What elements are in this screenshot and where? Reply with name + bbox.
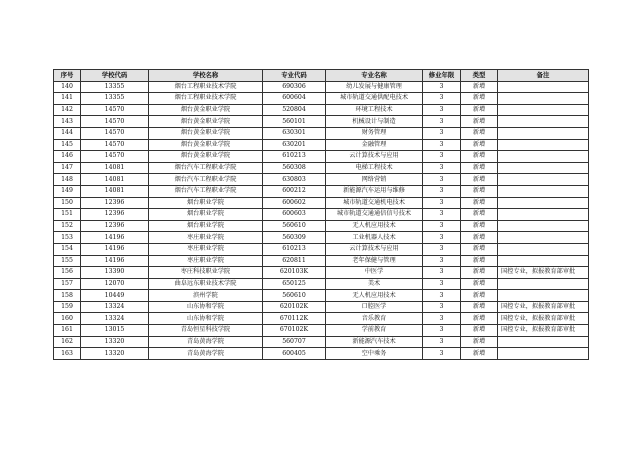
cell-duration: 3 <box>423 81 461 93</box>
table-row <box>54 209 589 221</box>
header-remarks: 备注 <box>498 70 589 82</box>
cell-index: 144 <box>54 127 81 139</box>
cell-major-name: 新能源汽车技术 <box>326 336 423 348</box>
cell-index: 149 <box>54 185 81 197</box>
cell-duration: 3 <box>423 243 461 255</box>
cell-major-code: 630301 <box>263 127 326 139</box>
cell-duration: 3 <box>423 290 461 302</box>
table-row <box>54 336 589 348</box>
cell-remarks <box>498 278 589 290</box>
cell-major-code: 560309 <box>263 232 326 244</box>
cell-major-code: 560707 <box>263 336 326 348</box>
cell-school-code: 10449 <box>81 290 149 302</box>
table-row <box>54 116 589 128</box>
cell-remarks <box>498 232 589 244</box>
cell-school-code: 14196 <box>81 243 149 255</box>
cell-major-name: 中医学 <box>326 267 423 279</box>
cell-major-code: 560308 <box>263 162 326 174</box>
cell-school-name: 烟台黄金职业学院 <box>149 151 263 163</box>
cell-remarks <box>498 336 589 348</box>
cell-major-code: 630201 <box>263 139 326 151</box>
majors-table <box>53 69 589 360</box>
cell-major-name: 机械设计与制造 <box>326 116 423 128</box>
cell-school-name: 烟台职业学院 <box>149 209 263 221</box>
cell-type: 新增 <box>461 81 498 93</box>
cell-school-name: 枣庄职业学院 <box>149 232 263 244</box>
table-row <box>54 290 589 302</box>
cell-school-code: 14081 <box>81 174 149 186</box>
cell-index: 159 <box>54 301 81 313</box>
cell-school-code: 12396 <box>81 209 149 221</box>
header-school-name: 学校名称 <box>149 70 263 82</box>
cell-index: 154 <box>54 243 81 255</box>
cell-remarks: 国控专业，拟报教育部审批 <box>498 325 589 337</box>
table-row <box>54 267 589 279</box>
cell-duration: 3 <box>423 220 461 232</box>
cell-index: 140 <box>54 81 81 93</box>
table-row <box>54 139 589 151</box>
cell-school-code: 14081 <box>81 162 149 174</box>
cell-type: 新增 <box>461 325 498 337</box>
cell-type: 新增 <box>461 116 498 128</box>
header-major-code: 专业代码 <box>263 70 326 82</box>
cell-school-name: 青岛恒星科技学院 <box>149 325 263 337</box>
cell-major-name: 城市轨道交通供配电技术 <box>326 93 423 105</box>
cell-school-name: 烟台工程职业技术学院 <box>149 93 263 105</box>
cell-major-code: 610213 <box>263 151 326 163</box>
cell-duration: 3 <box>423 313 461 325</box>
cell-major-name: 无人机应用技术 <box>326 220 423 232</box>
cell-duration: 3 <box>423 267 461 279</box>
cell-major-code: 520804 <box>263 104 326 116</box>
cell-type: 新增 <box>461 301 498 313</box>
cell-index: 161 <box>54 325 81 337</box>
cell-major-code: 690306 <box>263 81 326 93</box>
cell-school-name: 烟台黄金职业学院 <box>149 127 263 139</box>
cell-remarks <box>498 139 589 151</box>
cell-major-code: 600603 <box>263 209 326 221</box>
cell-school-code: 14570 <box>81 104 149 116</box>
cell-index: 163 <box>54 348 81 360</box>
table-row <box>54 104 589 116</box>
cell-index: 151 <box>54 209 81 221</box>
cell-major-code: 560610 <box>263 220 326 232</box>
cell-index: 158 <box>54 290 81 302</box>
table-row <box>54 313 589 325</box>
cell-remarks: 国控专业，拟报教育部审批 <box>498 301 589 313</box>
cell-major-name: 城市轨道交通通信信号技术 <box>326 209 423 221</box>
cell-school-code: 14081 <box>81 185 149 197</box>
cell-major-code: 600604 <box>263 93 326 105</box>
cell-duration: 3 <box>423 93 461 105</box>
cell-major-code: 670102K <box>263 325 326 337</box>
cell-type: 新增 <box>461 278 498 290</box>
cell-type: 新增 <box>461 197 498 209</box>
cell-school-name: 青岛黄海学院 <box>149 336 263 348</box>
cell-major-name: 无人机应用技术 <box>326 290 423 302</box>
cell-remarks <box>498 185 589 197</box>
cell-school-name: 曲阜远东职业技术学院 <box>149 278 263 290</box>
cell-type: 新增 <box>461 220 498 232</box>
cell-remarks <box>498 348 589 360</box>
cell-remarks <box>498 93 589 105</box>
table-row <box>54 232 589 244</box>
cell-major-code: 620103K <box>263 267 326 279</box>
table-row <box>54 81 589 93</box>
cell-type: 新增 <box>461 209 498 221</box>
cell-major-name: 云计算技术与应用 <box>326 151 423 163</box>
cell-index: 143 <box>54 116 81 128</box>
header-major-name: 专业名称 <box>326 70 423 82</box>
cell-major-name: 空中乘务 <box>326 348 423 360</box>
cell-school-name: 青岛黄海学院 <box>149 348 263 360</box>
cell-school-name: 烟台汽车工程职业学院 <box>149 162 263 174</box>
cell-type: 新增 <box>461 139 498 151</box>
cell-duration: 3 <box>423 127 461 139</box>
cell-major-code: 600212 <box>263 185 326 197</box>
header-type: 类型 <box>461 70 498 82</box>
cell-school-name: 枣庄职业学院 <box>149 255 263 267</box>
cell-major-name: 工业机器人技术 <box>326 232 423 244</box>
cell-remarks <box>498 220 589 232</box>
cell-type: 新增 <box>461 255 498 267</box>
cell-school-name: 山东协和学院 <box>149 313 263 325</box>
cell-school-name: 烟台汽车工程职业学院 <box>149 185 263 197</box>
cell-major-code: 600602 <box>263 197 326 209</box>
cell-type: 新增 <box>461 290 498 302</box>
cell-school-name: 枣庄职业学院 <box>149 243 263 255</box>
table-body <box>54 81 589 359</box>
cell-school-code: 13355 <box>81 93 149 105</box>
cell-type: 新增 <box>461 127 498 139</box>
cell-remarks <box>498 209 589 221</box>
cell-index: 146 <box>54 151 81 163</box>
cell-major-name: 网络营销 <box>326 174 423 186</box>
cell-type: 新增 <box>461 93 498 105</box>
table-row <box>54 151 589 163</box>
cell-type: 新增 <box>461 185 498 197</box>
cell-school-code: 13320 <box>81 348 149 360</box>
cell-school-name: 枣庄科技职业学院 <box>149 267 263 279</box>
cell-major-name: 云计算技术与应用 <box>326 243 423 255</box>
cell-duration: 3 <box>423 325 461 337</box>
table-row <box>54 197 589 209</box>
cell-school-code: 13320 <box>81 336 149 348</box>
table-row <box>54 348 589 360</box>
table-row <box>54 255 589 267</box>
cell-remarks <box>498 116 589 128</box>
table-row <box>54 127 589 139</box>
cell-school-code: 14196 <box>81 232 149 244</box>
cell-school-name: 烟台黄金职业学院 <box>149 139 263 151</box>
cell-index: 152 <box>54 220 81 232</box>
table-row <box>54 301 589 313</box>
cell-major-code: 620811 <box>263 255 326 267</box>
cell-duration: 3 <box>423 104 461 116</box>
cell-remarks <box>498 174 589 186</box>
cell-major-code: 560610 <box>263 290 326 302</box>
cell-school-name: 烟台黄金职业学院 <box>149 116 263 128</box>
cell-duration: 3 <box>423 301 461 313</box>
cell-type: 新增 <box>461 162 498 174</box>
cell-major-name: 美术 <box>326 278 423 290</box>
cell-index: 150 <box>54 197 81 209</box>
cell-duration: 3 <box>423 185 461 197</box>
table-row <box>54 185 589 197</box>
cell-major-name: 口腔医学 <box>326 301 423 313</box>
cell-remarks <box>498 255 589 267</box>
cell-duration: 3 <box>423 209 461 221</box>
table-row <box>54 325 589 337</box>
cell-remarks <box>498 127 589 139</box>
cell-remarks: 国控专业，拟报教育部审批 <box>498 267 589 279</box>
table-row <box>54 162 589 174</box>
cell-major-code: 620102K <box>263 301 326 313</box>
header-duration: 修业年限 <box>423 70 461 82</box>
cell-index: 147 <box>54 162 81 174</box>
cell-major-code: 600405 <box>263 348 326 360</box>
cell-index: 155 <box>54 255 81 267</box>
cell-index: 160 <box>54 313 81 325</box>
cell-school-name: 山东协和学院 <box>149 301 263 313</box>
cell-duration: 3 <box>423 151 461 163</box>
cell-school-name: 烟台工程职业技术学院 <box>149 81 263 93</box>
cell-duration: 3 <box>423 255 461 267</box>
cell-major-code: 650125 <box>263 278 326 290</box>
cell-major-name: 学前教育 <box>326 325 423 337</box>
cell-major-code: 630803 <box>263 174 326 186</box>
cell-major-name: 金融管理 <box>326 139 423 151</box>
cell-index: 162 <box>54 336 81 348</box>
cell-type: 新增 <box>461 348 498 360</box>
header-school-code: 学校代码 <box>81 70 149 82</box>
table-row <box>54 243 589 255</box>
cell-major-name: 幼儿发展与健康管理 <box>326 81 423 93</box>
cell-type: 新增 <box>461 174 498 186</box>
cell-school-code: 14570 <box>81 116 149 128</box>
table-row <box>54 93 589 105</box>
cell-major-code: 610213 <box>263 243 326 255</box>
cell-school-name: 烟台黄金职业学院 <box>149 104 263 116</box>
cell-major-name: 新能源汽车运用与维修 <box>326 185 423 197</box>
cell-major-name: 老年保健与管理 <box>326 255 423 267</box>
cell-major-name: 财务管理 <box>326 127 423 139</box>
cell-type: 新增 <box>461 267 498 279</box>
cell-school-name: 滨州学院 <box>149 290 263 302</box>
cell-school-code: 13355 <box>81 81 149 93</box>
cell-index: 156 <box>54 267 81 279</box>
cell-remarks <box>498 104 589 116</box>
cell-school-code: 12396 <box>81 220 149 232</box>
cell-school-code: 13390 <box>81 267 149 279</box>
cell-index: 153 <box>54 232 81 244</box>
cell-school-name: 烟台汽车工程职业学院 <box>149 174 263 186</box>
cell-remarks <box>498 197 589 209</box>
cell-remarks <box>498 81 589 93</box>
cell-major-name: 电梯工程技术 <box>326 162 423 174</box>
table-row <box>54 220 589 232</box>
table-row <box>54 174 589 186</box>
cell-school-code: 14570 <box>81 127 149 139</box>
cell-index: 145 <box>54 139 81 151</box>
cell-type: 新增 <box>461 232 498 244</box>
cell-duration: 3 <box>423 174 461 186</box>
cell-school-code: 12396 <box>81 197 149 209</box>
cell-school-code: 14570 <box>81 151 149 163</box>
cell-duration: 3 <box>423 139 461 151</box>
cell-index: 141 <box>54 93 81 105</box>
cell-remarks <box>498 290 589 302</box>
table-header-row <box>54 70 589 82</box>
cell-remarks <box>498 243 589 255</box>
cell-major-code: 560101 <box>263 116 326 128</box>
cell-duration: 3 <box>423 197 461 209</box>
cell-type: 新增 <box>461 151 498 163</box>
table-row <box>54 278 589 290</box>
cell-duration: 3 <box>423 162 461 174</box>
header-index: 序号 <box>54 70 81 82</box>
cell-index: 148 <box>54 174 81 186</box>
cell-school-code: 14570 <box>81 139 149 151</box>
cell-school-code: 13324 <box>81 301 149 313</box>
cell-type: 新增 <box>461 336 498 348</box>
cell-major-code: 670112K <box>263 313 326 325</box>
cell-school-code: 13015 <box>81 325 149 337</box>
cell-duration: 3 <box>423 348 461 360</box>
cell-remarks <box>498 162 589 174</box>
cell-type: 新增 <box>461 243 498 255</box>
cell-major-name: 音乐教育 <box>326 313 423 325</box>
cell-index: 142 <box>54 104 81 116</box>
cell-duration: 3 <box>423 116 461 128</box>
cell-type: 新增 <box>461 104 498 116</box>
cell-remarks: 国控专业，拟报教育部审批 <box>498 313 589 325</box>
cell-school-code: 13324 <box>81 313 149 325</box>
cell-duration: 3 <box>423 278 461 290</box>
cell-remarks <box>498 151 589 163</box>
cell-school-name: 烟台职业学院 <box>149 197 263 209</box>
cell-index: 157 <box>54 278 81 290</box>
cell-school-code: 12070 <box>81 278 149 290</box>
cell-type: 新增 <box>461 313 498 325</box>
cell-major-name: 环境工程技术 <box>326 104 423 116</box>
cell-duration: 3 <box>423 336 461 348</box>
cell-major-name: 城市轨道交通机电技术 <box>326 197 423 209</box>
cell-school-name: 烟台职业学院 <box>149 220 263 232</box>
cell-school-code: 14196 <box>81 255 149 267</box>
cell-duration: 3 <box>423 232 461 244</box>
